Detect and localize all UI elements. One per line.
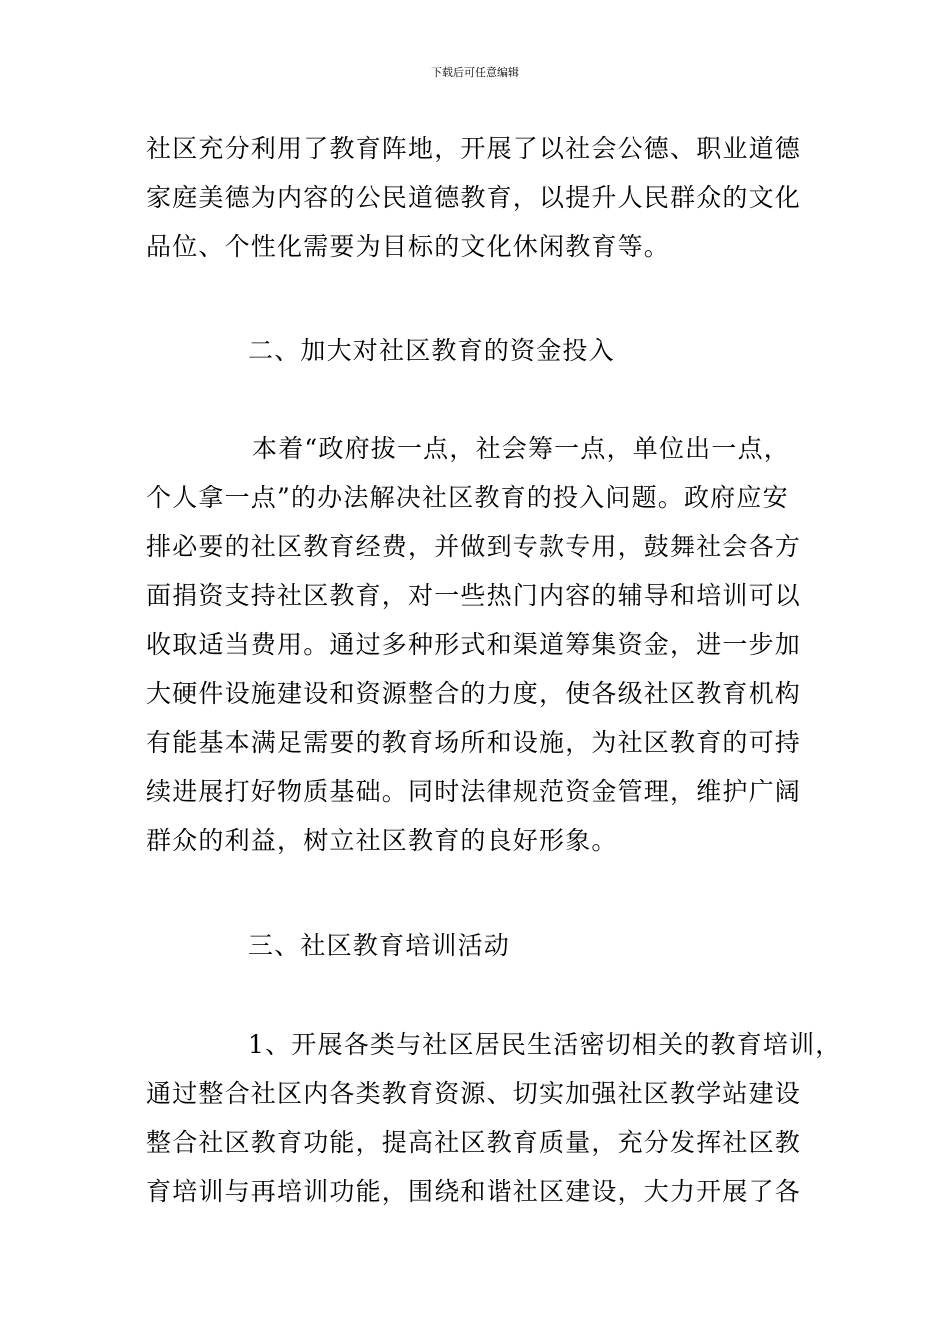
paragraph-line: 排必要的社区教育经费，并做到专款专用，鼓舞社会各方 — [146, 532, 802, 561]
section-heading-2: 二、加大对社区教育的资金投入 — [248, 336, 615, 365]
paragraph-line: 本着“政府拔一点，社会筹一点，单位出一点， — [252, 434, 790, 463]
paragraph-line: 品位、个性化需要为目标的文化休闲教育等。 — [146, 232, 671, 261]
paragraph-line: 育培训与再培训功能，围绕和谐社区建设，大力开展了各 — [146, 1177, 802, 1206]
paragraph-line: 续进展打好物质基础。同时法律规范资金管理，维护广阔 — [146, 777, 802, 806]
section-heading-3: 三、社区教育培训活动 — [248, 931, 511, 960]
paragraph-line: 通过整合社区内各类教育资源、切实加强社区教学站建设 — [146, 1079, 802, 1108]
paragraph-line: 个人拿一点”的办法解决社区教育的投入问题。政府应安 — [146, 483, 789, 512]
paragraph-line: 家庭美德为内容的公民道德教育，以提升人民群众的文化 — [146, 183, 802, 212]
paragraph-line: 社区充分利用了教育阵地，开展了以社会公德、职业道德 — [146, 134, 802, 163]
paragraph-line: 整合社区教育功能，提高社区教育质量，充分发挥社区教 — [146, 1128, 802, 1157]
paragraph-line: 收取适当费用。通过多种形式和渠道筹集资金，进一步加 — [146, 630, 802, 659]
paragraph-line: 群众的利益，树立社区教育的良好形象。 — [146, 826, 618, 855]
paragraph-line: 面捐资支持社区教育，对一些热门内容的辅导和培训可以 — [146, 581, 802, 610]
paragraph-line: 有能基本满足需要的教育场所和设施，为社区教育的可持 — [146, 728, 802, 757]
paragraph-line: 1、开展各类与社区居民生活密切相关的教育培训， — [248, 1030, 842, 1059]
page-header-note: 下载后可任意编辑 — [431, 66, 519, 79]
paragraph-line: 大硬件设施建设和资源整合的力度，使各级社区教育机构 — [146, 679, 802, 708]
